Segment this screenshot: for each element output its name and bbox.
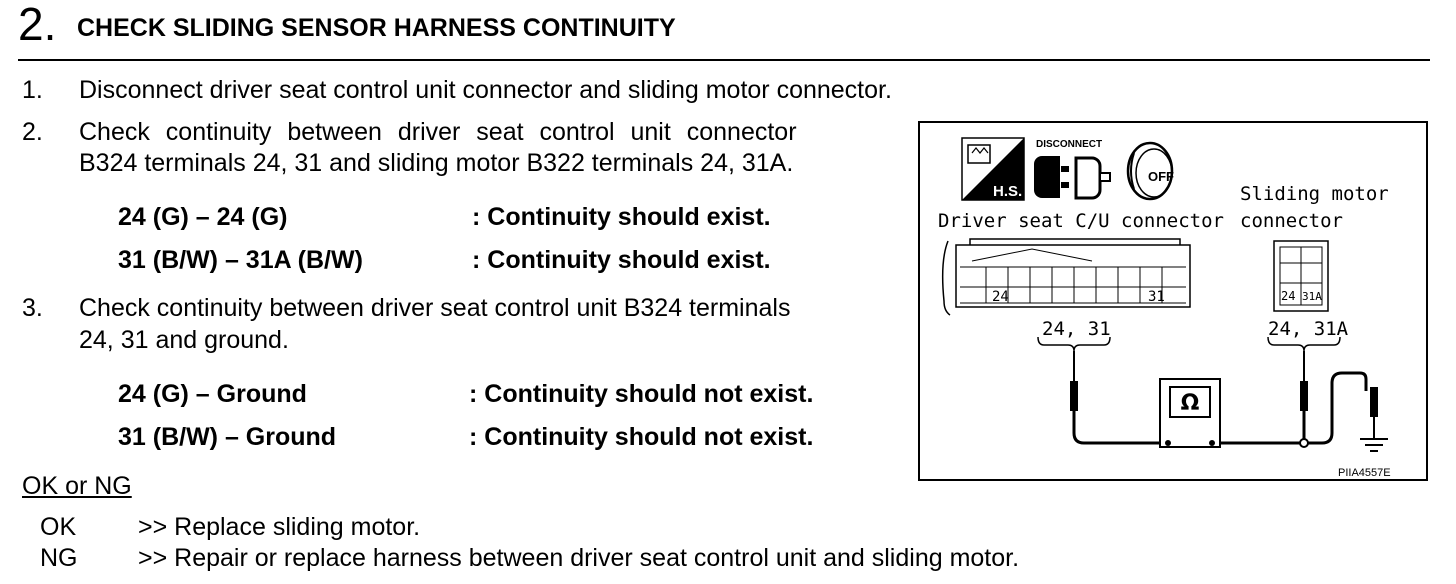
hs-icon [962,138,1024,200]
svg-text:OFF: OFF [1148,169,1174,184]
ground-icon [1360,439,1388,451]
ng-label: NG [40,544,78,572]
step-2-number: 2. [22,118,43,146]
check-result: : Continuity should exist. [472,246,771,274]
multimeter-icon [1160,379,1220,447]
cu-connector-label: Driver seat C/U connector [938,210,1224,232]
step-title: CHECK SLIDING SENSOR HARNESS CONTINUITY [77,14,676,42]
motor-connector-label: connector [1240,210,1343,232]
result-heading: OK or NG [22,472,132,500]
svg-text:DISCONNECT: DISCONNECT [1036,139,1103,150]
step-2-text-line-2: B324 terminals 24, 31 and sliding motor B322 terminals 24, 31A. [79,149,794,177]
svg-text:Ω: Ω [1180,391,1200,416]
ok-label: OK [40,513,77,541]
title-divider [18,59,1430,61]
ok-action: >> Replace sliding motor. [138,513,421,541]
step-3-text-line-2: 24, 31 and ground. [79,326,289,354]
cu-connector [943,239,1190,315]
figure-code: PIIA4557E [1338,467,1391,479]
continuity-diagram [918,121,1428,481]
disconnect-icon [1034,139,1110,198]
check-result: : Continuity should exist. [472,203,771,231]
svg-text:31: 31 [1148,289,1165,305]
check-pair: 31 (B/W) – 31A (B/W) [118,246,363,274]
step-1-text: Disconnect driver seat control unit connector and sliding motor connector. [79,76,892,104]
step-1-number: 1. [22,76,43,104]
svg-text:H.S.: H.S. [993,183,1023,200]
step-3-text-line-1: Check continuity between driver seat control unit B324 terminals [79,294,791,322]
check-result: : Continuity should not exist. [469,423,814,451]
svg-text:24: 24 [1281,289,1296,303]
test-leads [1070,351,1378,447]
cu-probe-label: 24, 31 [1042,318,1111,340]
motor-connector [1274,241,1328,311]
step-2-text-line-1: Check continuity between driver seat control unit connector [79,118,797,146]
check-pair: 31 (B/W) – Ground [118,423,337,451]
motor-connector-label: Sliding motor [1240,183,1389,205]
step-3-number: 3. [22,294,43,322]
check-pair: 24 (G) – Ground [118,380,307,408]
ng-action: >> Repair or replace harness between driver seat control unit and sliding motor. [138,544,1020,572]
motor-probe-label: 24, 31A [1268,318,1349,340]
svg-text:31A: 31A [1302,290,1322,303]
ignition-off-icon [1128,143,1174,199]
check-pair: 24 (G) – 24 (G) [118,203,288,231]
check-result: : Continuity should not exist. [469,380,814,408]
step-number: 2. [18,0,57,50]
svg-text:24: 24 [992,289,1009,305]
